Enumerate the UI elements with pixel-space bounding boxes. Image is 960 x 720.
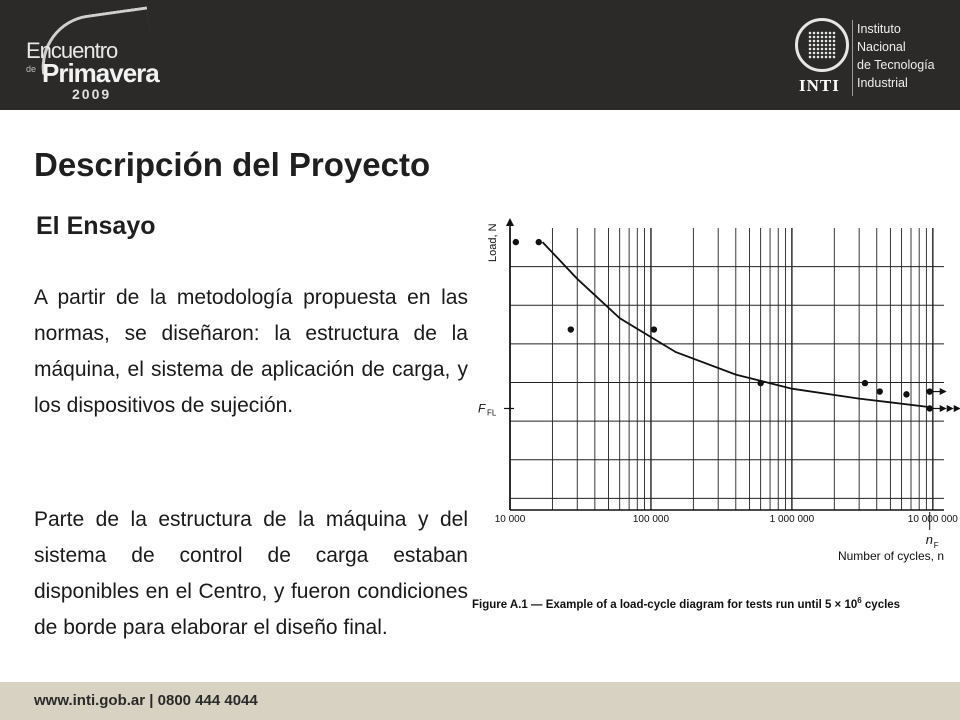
data-point [651, 326, 657, 332]
x-tick-label: 10 000 [494, 514, 526, 525]
inti-name-line3: de Tecnología [857, 58, 935, 72]
inti-grid-icon [808, 31, 836, 59]
ffl-subscript: FL [487, 408, 497, 418]
x-tick-label: 1 000 000 [769, 514, 815, 525]
ffl-label: F [478, 401, 486, 416]
paragraph-2: Parte de la estructura de la máquina y del sistema de control de carga estaban disponibles en el Centro, y fueron condiciones de borde para elaborar el diseño final. [34, 508, 468, 639]
logo-line1: Encuentro [26, 38, 118, 63]
header-bar [0, 0, 960, 110]
paragraph-1: A partir de la metodología propuesta en las normas, se diseñaron: la estructura de la máquina, el sistema de aplicación de carga, y los dispositivos de sujeción. [34, 286, 468, 417]
chart-grid [510, 228, 944, 510]
data-point [862, 380, 868, 386]
runout-arrow-head [940, 388, 947, 395]
figure-caption [472, 596, 960, 611]
caption-suffix: cycles [861, 598, 901, 611]
inti-logo [795, 18, 955, 102]
nf-label: n [925, 532, 933, 547]
logo-line2: de [26, 64, 37, 74]
chart-axes [504, 218, 944, 510]
load-cycle-chart [472, 218, 960, 598]
data-point [903, 391, 909, 397]
data-point [568, 326, 574, 332]
logo-divider [852, 20, 853, 96]
data-point [877, 388, 883, 394]
logo-line4: 2009 [72, 86, 112, 102]
slide-title: Descripción del Proyecto [34, 146, 431, 183]
chart-points [513, 239, 960, 412]
runout-arrow-head [940, 405, 947, 412]
runout-arrow-head [954, 405, 960, 412]
inti-acronym: INTI [799, 76, 840, 95]
caption-exponent: 6 [857, 596, 862, 605]
inti-name-line2: Nacional [857, 40, 906, 54]
x-tick-label: 10 000 000 [907, 514, 958, 525]
data-point [513, 239, 519, 245]
footer-bar [0, 682, 960, 720]
y-axis-label: Load, N [487, 223, 499, 262]
runout-arrow-head [947, 405, 954, 412]
logo-line3: Primavera [42, 58, 159, 88]
data-point [536, 239, 542, 245]
footer-contact: www.inti.gob.ar | 0800 444 4044 [34, 692, 258, 709]
data-point [757, 380, 763, 386]
y-axis-arrow [506, 218, 514, 226]
x-tick-label: 100 000 [632, 514, 670, 525]
caption-prefix: Figure A.1 — Example of a load-cycle diagram for tests run until 5 × 10 [472, 598, 858, 611]
load-cycle-figure [472, 218, 960, 618]
nf-subscript: F [933, 541, 939, 550]
x-axis-label: Number of cycles, n [837, 549, 944, 563]
encuentro-primavera-logo [26, 14, 186, 102]
slide-subtitle: El Ensayo [36, 212, 156, 240]
inti-name-line4: Industrial [857, 76, 908, 90]
inti-name-line1: Instituto [857, 22, 901, 36]
